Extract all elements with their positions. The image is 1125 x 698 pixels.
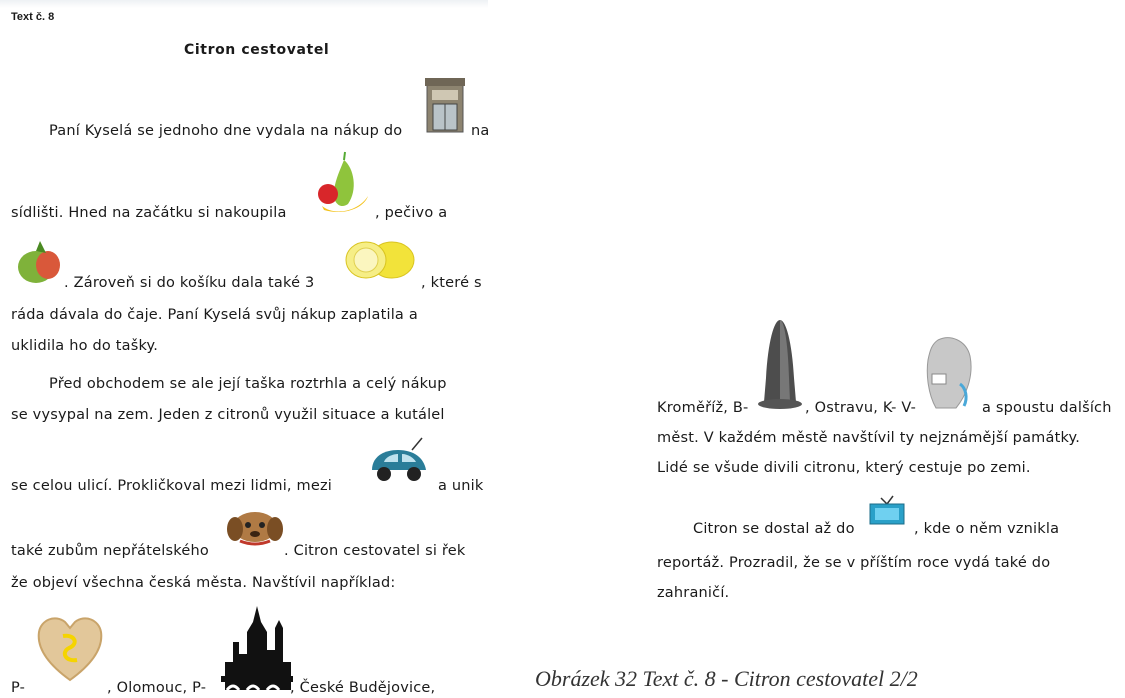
text-line: , kde o něm vznikla	[914, 521, 1060, 537]
text-line: měst. V každém městě navštívil ty nejznámější památky.	[657, 430, 1081, 446]
dog-icon	[226, 507, 284, 547]
story-title: Citron cestovatel	[184, 42, 330, 58]
text-number-label: Text č. 8	[11, 11, 55, 23]
text-line: na	[471, 123, 490, 139]
castle-silhouette-icon	[221, 602, 293, 692]
text-line: se celou ulicí. Prokličkoval mezi lidmi, mezi	[11, 478, 333, 494]
stone-monument-icon	[756, 318, 804, 412]
text-line: reportáž. Prozradil, že se v příštím roce vydá také do	[657, 555, 1051, 571]
shop-icon	[423, 76, 467, 136]
text-line: zahraničí.	[657, 585, 730, 601]
text-line: uklidila ho do tašky.	[11, 338, 159, 354]
text-line: sídlišti. Hned na začátku si nakoupila	[11, 205, 287, 221]
text-line: Kroměříž, B-	[657, 400, 749, 416]
gingerbread-heart-icon	[35, 612, 105, 684]
text-line: , které s	[421, 275, 482, 291]
text-line: a unik	[438, 478, 484, 494]
text-line: , Olomouc, P-	[107, 680, 207, 696]
lemons-icon	[344, 238, 416, 282]
text-line: , Ostravu, K- V-	[805, 400, 917, 416]
text-line: . Zároveň si do košíku dala také 3	[64, 275, 315, 291]
fruit-icon	[314, 150, 372, 216]
vegetables-icon	[14, 235, 66, 287]
text-line: . Citron cestovatel si řek	[284, 543, 466, 559]
text-line: P-	[11, 680, 26, 696]
figure-caption: Obrázek 32 Text č. 8 - Citron cestovatel 2/2	[535, 666, 918, 691]
text-line: Paní Kyselá se jednoho dne vydala na nákup do	[49, 123, 403, 139]
text-line: ráda dávala do čaje. Paní Kyselá svůj nákup zaplatila a	[11, 307, 418, 323]
text-line: se vysypal na zem. Jeden z citronů využil situace a kutálel	[11, 407, 445, 423]
car-icon	[368, 436, 430, 486]
text-line: Lidé se všude divili citronu, který cestuje po zemi.	[657, 460, 1031, 476]
text-line: , České Budějovice,	[290, 680, 436, 696]
text-line: že objeví všechna česká města. Navštívil například:	[11, 575, 396, 591]
text-line: a spoustu dalších	[982, 400, 1112, 416]
text-line: také zubům nepřátelského	[11, 543, 209, 559]
spa-colonnade-icon	[920, 334, 976, 412]
page-top-edge	[0, 0, 488, 8]
tv-icon	[867, 492, 907, 526]
text-line: Před obchodem se ale její taška roztrhla a celý nákup	[49, 376, 447, 392]
text-line: Citron se dostal až do	[693, 521, 855, 537]
text-line: , pečivo a	[375, 205, 448, 221]
